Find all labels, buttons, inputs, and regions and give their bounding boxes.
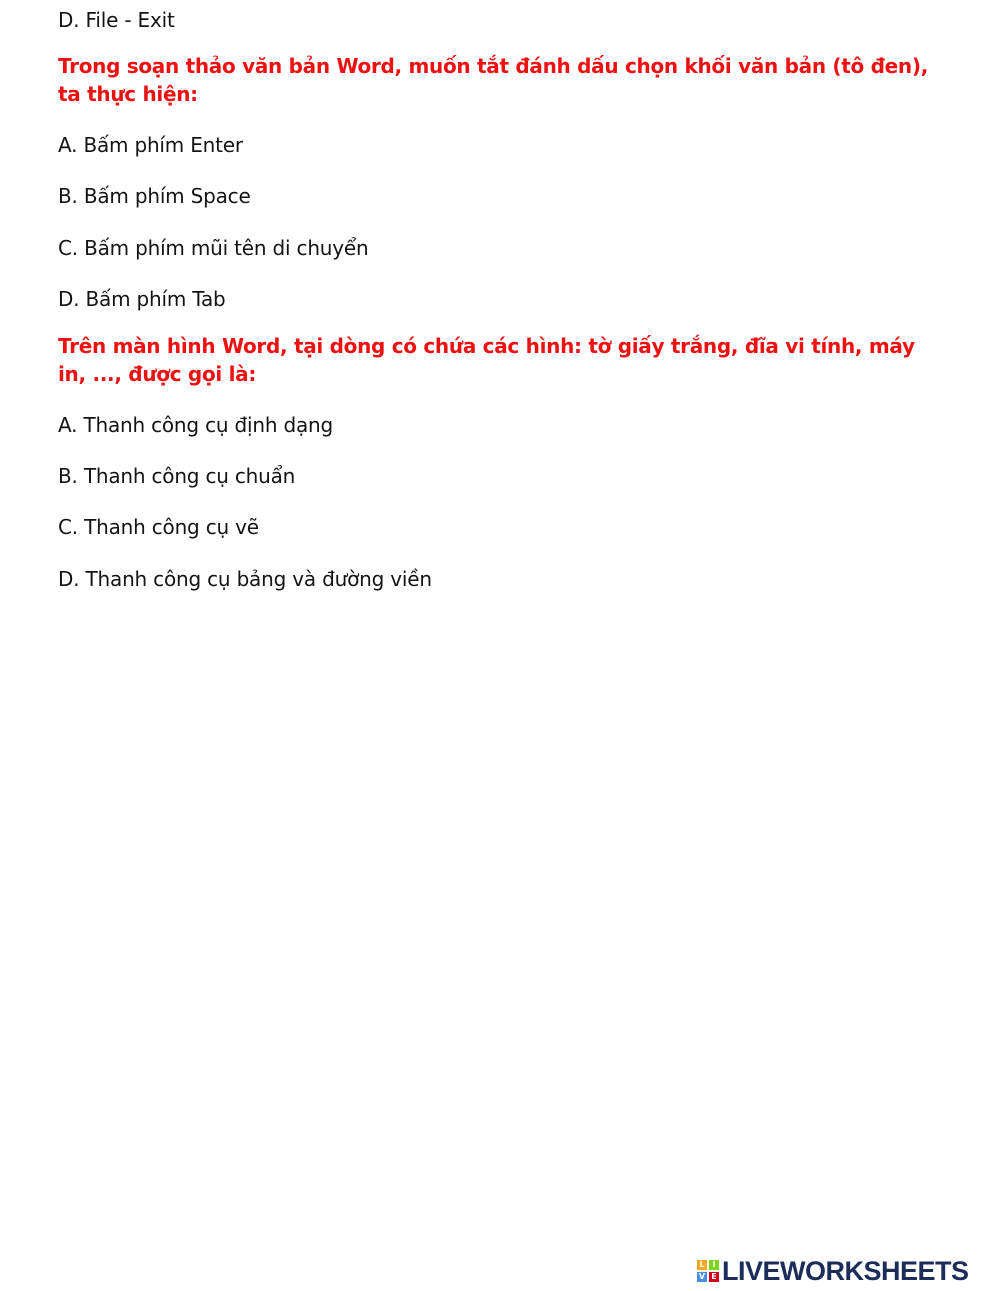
- answer-option-1-b: B. Bấm phím Space: [58, 184, 251, 208]
- answer-option-prev-d: D. File - Exit: [58, 8, 175, 32]
- answer-option-2-b: B. Thanh công cụ chuẩn: [58, 464, 296, 488]
- logo-letter-e: E: [709, 1272, 719, 1282]
- question-2-text: Trên màn hình Word, tại dòng có chứa các hình: tờ giấy trắng, đĩa vi tính, máy in, ..., được gọi là:: [58, 334, 915, 386]
- liveworksheets-logo-text: LIVEWORKSHEETS: [722, 1255, 969, 1286]
- logo-letter-i: I: [709, 1260, 719, 1270]
- answer-option-1-c: C. Bấm phím mũi tên di chuyển: [58, 236, 369, 260]
- liveworksheets-logo: [697, 1254, 969, 1288]
- logo-letter-v: V: [698, 1272, 706, 1281]
- answer-option-1-a: A. Bấm phím Enter: [58, 133, 243, 157]
- answer-option-2-c: C. Thanh công cụ vẽ: [58, 515, 259, 539]
- liveworksheets-logo-icon: [697, 1260, 719, 1282]
- logo-letter-l: L: [697, 1260, 707, 1270]
- question-1-text: Trong soạn thảo văn bản Word, muốn tắt đánh dấu chọn khối văn bản (tô đen), ta thực hiện:: [58, 54, 928, 106]
- answer-option-2-d: D. Thanh công cụ bảng và đường viền: [58, 567, 432, 591]
- answer-option-1-d: D. Bấm phím Tab: [58, 287, 226, 311]
- answer-option-2-a: A. Thanh công cụ định dạng: [58, 413, 333, 437]
